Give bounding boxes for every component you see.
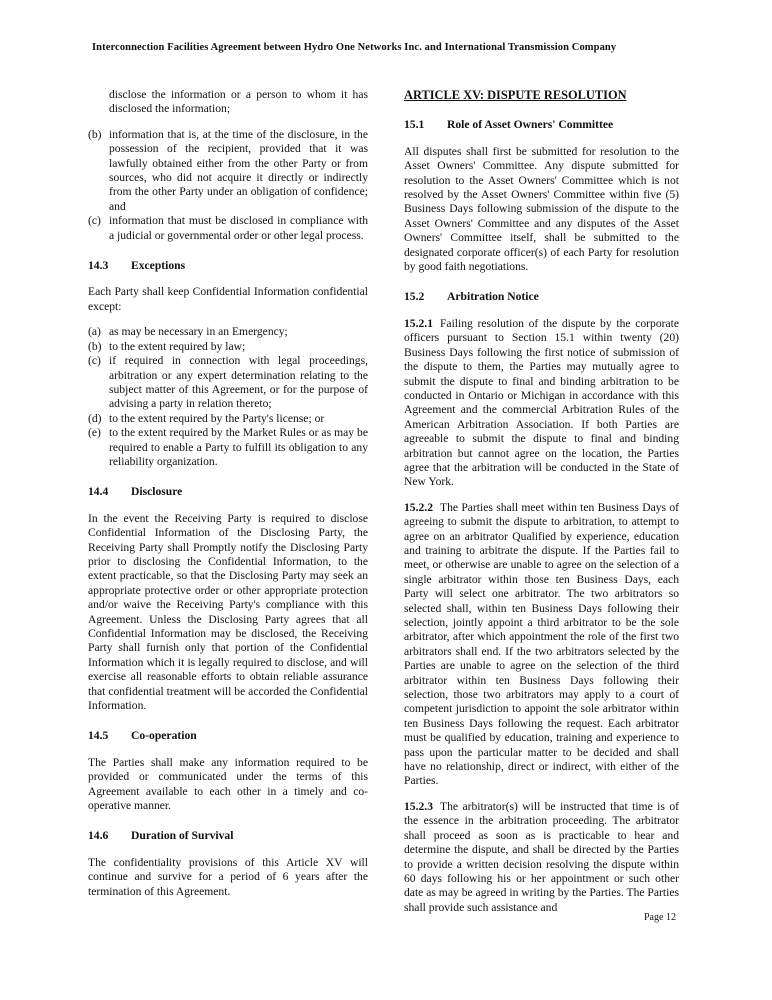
list-item [88, 128, 368, 214]
section-heading-14-4 [88, 485, 368, 499]
subsection-15-2-1 [404, 317, 679, 490]
section-paragraph: Each Party shall keep Confidential Information confidential except: [88, 285, 368, 313]
article-title: ARTICLE XV: DISPUTE RESOLUTION [404, 88, 627, 102]
section-number: 15.1 [404, 118, 425, 132]
subsection-number: 15.2.2 [404, 500, 433, 514]
list-item-label: (e) [88, 426, 101, 440]
subsection-text: The Parties shall meet within ten Business Days of agreeing to submit the dispute to arbitration, to attempt to agree on an arbitrator Qualified by experience, education and training to arbitrate the dispute. If the Parties fail to meet, or otherwise are unable to agree on the selection of a single arbitrator within those ten Business Days, each Party will select one arbitrator. The two arbitrators so selected shall, within ten Business Days following their selection, jointly appoint a third arbitrator to be the sole arbitrator, after which appointment the role of the first two arbitrators shall end. If the two arbitrators selected by the Parties are unable to agree on the selection of the third arbitrator within ten Business Days following their selection, those two arbitrators may apply to a court of competent jurisdiction to appoint the sole arbitrator within ten Business Days following the request. Each arbitrator must be qualified by education, training and experience to pass upon the particular matter to be decided and shall have no relationship, direct or indirect, with either of the Parties. [404, 500, 679, 788]
page-number: Page 12 [644, 912, 676, 923]
list-item-text: information that must be disclosed in compliance with a judicial or governmental order or other legal process. [109, 214, 368, 242]
list-item-text: to the extent required by the Market Rules or as may be required to enable a Party to fulfill its obligation to any reliability organization. [109, 426, 368, 468]
list-item [88, 426, 368, 469]
section-number: 14.6 [88, 829, 109, 843]
subsection-number: 15.2.1 [404, 316, 433, 330]
list-item-label: (d) [88, 411, 102, 425]
section-heading-15-2 [404, 290, 679, 304]
section-title: Exceptions [131, 259, 186, 273]
intro-list [88, 128, 368, 243]
list-item [88, 412, 368, 426]
section-number: 14.5 [88, 729, 109, 743]
list-item-text: to the extent required by the Party's license; or [109, 411, 325, 425]
section-heading-14-5 [88, 729, 368, 743]
list-item-text: if required in connection with legal proceedings, arbitration or any expert determination relating to the subject matter of this Agreement, or for the purpose of advising a party in relation thereto; [109, 354, 368, 411]
list-item [88, 325, 368, 339]
section-paragraph: In the event the Receiving Party is required to disclose Confidential Information of the Disclosing Party, the Receiving Party shall Promptly notify the Disclosing Party prior to disclosing the Confidential Information, to the extent practicable, so that the Disclosing Party may seek an appropriate protective order or other appropriate protection and/or waive the Receiving Party's compliance with this Agreement. Unless the Disclosing Party agrees that all Confidential Information may be disclosed, the Receiving Party shall furnish only that portion of the Confidential Information which it is legally required to disclose, and will exercise all reasonable efforts to obtain reliable assurance that confidential treatment will be accorded the Confidential Information. [88, 511, 368, 713]
list-item [88, 340, 368, 354]
list-item [88, 354, 368, 412]
section-title: Role of Asset Owners' Committee [447, 118, 614, 132]
section-heading-14-6 [88, 829, 368, 843]
section-heading-14-3 [88, 259, 368, 273]
list-item [88, 214, 368, 243]
subsection-number: 15.2.3 [404, 799, 433, 813]
right-column [404, 88, 679, 926]
section-title: Disclosure [131, 485, 183, 499]
subsection-15-2-3 [404, 800, 679, 915]
subsection-text: Failing resolution of the dispute by the corporate officers pursuant to Section 15.1 within twenty (20) Business Days following the first notice of submission of the dispute to them, the Parties may mutually agree to submit the dispute to final and binding arbitration to be conducted in Ontario or Michigan in accordance with this Agreement and the commercial Arbitration Rules of the American Arbitration Association. If both Parties are agreeable to submit the dispute to final and binding arbitration but cannot agree on the location, the Parties agree that the arbitration will be conducted in the State of New York. [404, 316, 679, 489]
section-paragraph: All disputes shall first be submitted for resolution to the Asset Owners' Committee. Any dispute submitted for resolution to the Asset Owners' Committee which is not resolved by the Asset Owners' Committee within five (5) Business Days following submission of the dispute to the Asset Owners' Committee and any disputes of the Asset Owners' Committee itself, shall be submitted to the designated corporate officer(s) of each Party for resolution by good faith negotiations. [404, 144, 679, 274]
list-item-label: (c) [88, 354, 101, 368]
section-title: Co-operation [131, 729, 197, 743]
section-number: 14.3 [88, 259, 109, 273]
list-item-continuation: disclose the information or a person to whom it has disclosed the information; [109, 88, 368, 116]
list-item-text: as may be necessary in an Emergency; [109, 325, 288, 339]
section-title: Arbitration Notice [447, 290, 539, 304]
section-paragraph: The Parties shall make any information required to be provided or communicated under the terms of this Agreement available to each other in a timely and co-operative manner. [88, 755, 368, 813]
subsection-15-2-2 [404, 501, 679, 789]
list-item-label: (b) [88, 127, 102, 141]
subsection-text: The arbitrator(s) will be instructed that time is of the essence in the arbitration proceeding. The arbitrator shall proceed as soon as is practicable to hear and determine the dispute, and shall be directed by the Parties to provide a written decision resolving the dispute within 60 days following his or her appointment or such other date as may be agreed in writing by the Parties. The Parties shall provide such assistance and [404, 799, 679, 914]
list-item-text: information that is, at the time of the disclosure, in the possession of the recipient, provided that it was lawfully obtained either from the other Party or from sources, who did not acquire it directly or indirectly from the other Party under an obligation of confidence; and [109, 127, 368, 213]
section-paragraph: The confidentiality provisions of this Article XV will continue and survive for a period of 6 years after the termination of this Agreement. [88, 855, 368, 898]
left-column [88, 88, 368, 910]
section-number: 15.2 [404, 290, 425, 304]
running-header: Interconnection Facilities Agreement between Hydro One Networks Inc. and International Transmission Company [92, 42, 617, 53]
list-item-label: (a) [88, 325, 101, 339]
section-title: Duration of Survival [131, 829, 234, 843]
exceptions-list [88, 325, 368, 469]
section-heading-15-1 [404, 118, 679, 132]
list-item-label: (c) [88, 214, 101, 228]
list-item-label: (b) [88, 339, 102, 353]
list-item-text: to the extent required by law; [109, 339, 246, 353]
section-number: 14.4 [88, 485, 109, 499]
